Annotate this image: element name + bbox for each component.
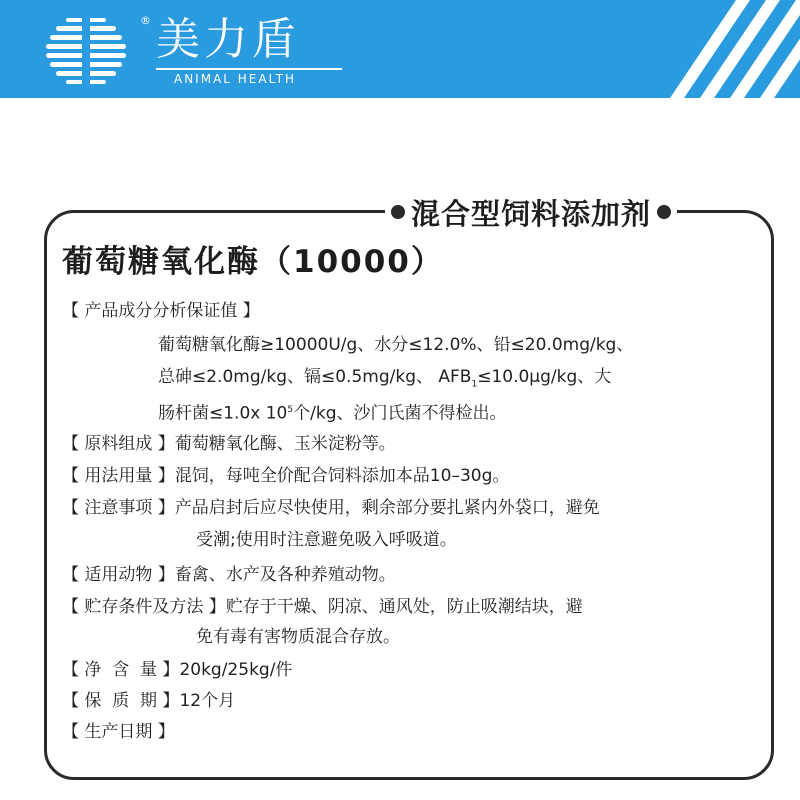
notes-text-line-1: 产品启封后应尽快使用，剩余部分要扎紧内外袋口，避免 xyxy=(174,498,600,518)
animals-text: 畜禽、水产及各种养殖动物。 xyxy=(174,565,396,585)
net-content-label: 【 净 含 量 】 xyxy=(62,660,180,680)
storage-text-line-2: 免有毒有害物质混合存放。 xyxy=(196,627,400,647)
usage-text: 混饲，每吨全价配合饲料添加本品10–30g。 xyxy=(174,466,510,486)
exponent-superscript: 5 xyxy=(287,405,294,415)
shelf-life-text: 12个月 xyxy=(179,691,236,711)
storage-text-line-1: 贮存于干燥、阴凉、通风处，防止吸潮结块，避 xyxy=(225,597,583,617)
decorative-stripes xyxy=(600,0,800,98)
shelf-life-label: 【 保 质 期 】 xyxy=(62,691,180,711)
notes-text-line-2: 受潮;使用时注意避免吸入呼吸道。 xyxy=(196,530,457,550)
category-header xyxy=(385,192,677,232)
usage-label: 【 用法用量 】 xyxy=(62,466,175,486)
production-date-label: 【 生产日期 】 xyxy=(62,722,175,742)
net-content-text: 20kg/25kg/件 xyxy=(179,660,293,680)
ingredients-label: 【 原料组成 】 xyxy=(62,434,175,454)
brand-name-en: ANIMAL HEALTH xyxy=(174,72,296,86)
animals-label: 【 适用动物 】 xyxy=(62,565,175,585)
composition-line-2-b: ≤10.0μg/kg、大 xyxy=(477,367,612,387)
left-dot xyxy=(391,205,405,219)
composition-line-2 xyxy=(158,366,611,395)
composition-line-1: 葡萄糖氧化酶≥10000U/g、水分≤12.0%、铅≤20.0mg/kg、 xyxy=(158,335,634,355)
right-dot xyxy=(657,205,671,219)
composition-line-2-a: 总砷≤2.0mg/kg、镉≤0.5mg/kg、 AFB xyxy=(158,367,472,387)
composition-line-3 xyxy=(158,399,507,425)
net-content-row xyxy=(62,659,292,681)
brand-name-cn: 美力盾 xyxy=(156,14,300,65)
storage-row xyxy=(62,596,583,618)
ingredients-row xyxy=(62,433,396,455)
shelf-life-row xyxy=(62,690,235,712)
brand-banner xyxy=(0,0,800,98)
brand-underline xyxy=(156,68,342,70)
composition-section xyxy=(62,300,260,322)
notes-label: 【 注意事项 】 xyxy=(62,498,175,518)
ingredients-text: 葡萄糖氧化酶、玉米淀粉等。 xyxy=(174,434,396,454)
product-title: 葡萄糖氧化酶（10000） xyxy=(62,244,444,280)
product-category: 混合型饲料添加剂 xyxy=(411,196,652,231)
animals-row xyxy=(62,564,396,586)
brand-logo-icon xyxy=(44,16,128,86)
afb-subscript: 1 xyxy=(471,379,478,390)
production-date-row xyxy=(62,721,175,743)
registered-mark: ® xyxy=(140,14,151,27)
composition-line-3-a: 肠杆菌≤1.0x 10 xyxy=(158,403,288,424)
notes-row xyxy=(62,497,600,519)
composition-label: 【 产品成分分析保证值 】 xyxy=(62,301,260,321)
storage-label: 【 贮存条件及方法 】 xyxy=(62,597,226,617)
usage-row xyxy=(62,465,509,487)
composition-line-3-b: 个/kg、沙门氏菌不得检出。 xyxy=(293,403,507,424)
